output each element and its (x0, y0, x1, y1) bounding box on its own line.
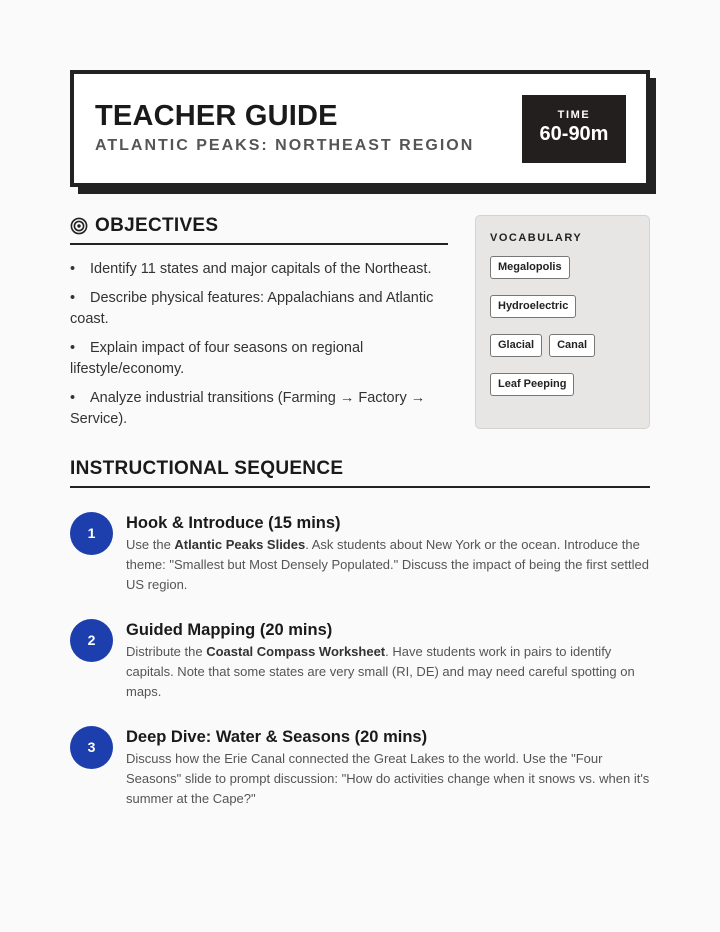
objectives-header (70, 215, 448, 245)
page-subtitle: ATLANTIC PEAKS: NORTHEAST REGION (95, 137, 475, 154)
vocab-tag: Canal (549, 334, 595, 357)
time-value: 60-90m (539, 123, 609, 145)
sequence-title: INSTRUCTIONAL SEQUENCE (70, 458, 344, 479)
step-number: 3 (70, 726, 113, 769)
sequence-step (70, 512, 650, 595)
header (70, 70, 656, 194)
list-item: • Explain impact of four seasons on regional lifestyle/economy. (70, 340, 364, 377)
vocabulary-tags (490, 256, 635, 396)
step-description: Discuss how the Erie Canal connected the Great Lakes to the world. Use the "Four Seasons" slide to prompt discussion: "How do activities change when it snows vs. when it's summer at the Cape?" (126, 751, 650, 806)
time-label: TIME (557, 109, 591, 121)
step-title: Deep Dive: Water & Seasons (20 mins) (126, 728, 428, 746)
vocab-tag: Glacial (490, 334, 542, 357)
sequence-step (70, 619, 650, 702)
sequence-step (70, 726, 650, 809)
vocabulary-panel (475, 215, 650, 429)
instructional-sequence (70, 458, 650, 809)
objectives-section (70, 215, 448, 438)
header-box (70, 70, 650, 187)
vocab-tag: Megalopolis (490, 256, 570, 279)
target-icon (70, 217, 88, 235)
vocab-tag: Hydroelectric (490, 295, 576, 318)
step-description: Distribute the Coastal Compass Worksheet. Have students work in pairs to identify capitals. Note that some states are very small (RI, DE) and may need careful spotting on maps. (126, 644, 635, 699)
list-item: • Analyze industrial transitions (Farming → Factory → Service). (70, 390, 426, 427)
time-badge (522, 95, 626, 163)
vocabulary-title: VOCABULARY (490, 232, 583, 244)
page-title: TEACHER GUIDE (95, 100, 338, 132)
sequence-header (70, 458, 650, 488)
vocab-tag: Leaf Peeping (490, 373, 574, 396)
step-description: Use the Atlantic Peaks Slides. Ask students about New York or the ocean. Introduce the theme: "Smallest but Most Densely Populated." Discuss the impact of being the first settled US region. (126, 537, 649, 592)
list-item: • Describe physical features: Appalachians and Atlantic coast. (70, 290, 434, 327)
objectives-list (70, 259, 448, 430)
step-title: Hook & Introduce (15 mins) (126, 514, 341, 532)
step-title: Guided Mapping (20 mins) (126, 621, 333, 639)
step-number: 1 (70, 512, 113, 555)
list-item: • Identify 11 states and major capitals of the Northeast. (70, 261, 432, 277)
step-number: 2 (70, 619, 113, 662)
objectives-title: OBJECTIVES (95, 215, 219, 236)
